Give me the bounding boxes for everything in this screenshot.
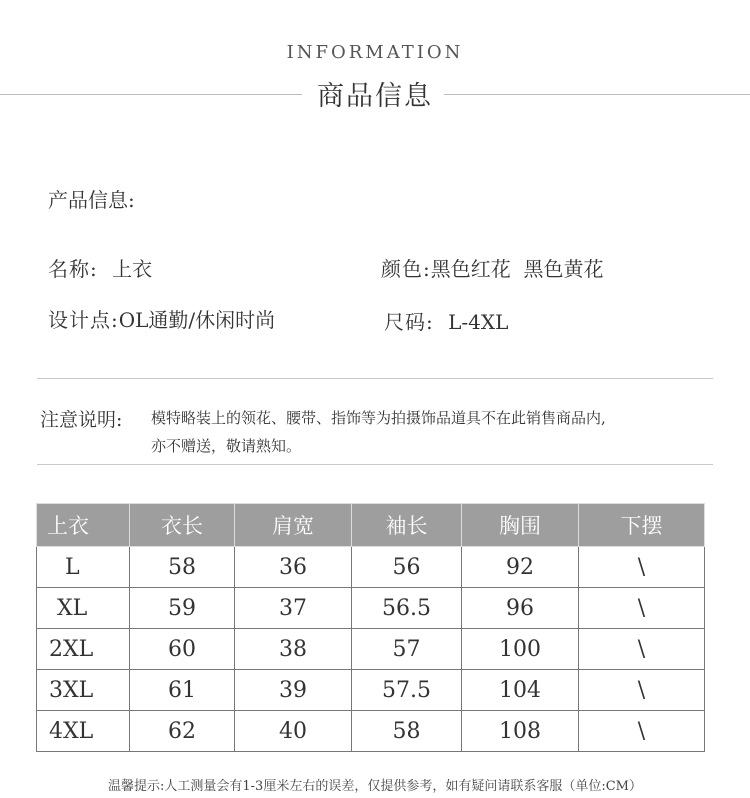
table-cell: 56.5 [352,588,462,629]
header-cell: 上衣 [37,504,130,547]
table-cell: XL [37,588,130,629]
table-cell: 56 [352,547,462,588]
table-row [37,629,705,670]
table-cell: 108 [462,711,579,752]
divider-top [37,378,713,379]
table-row [37,547,705,588]
divider-bottom [37,464,713,465]
product-info-label: 产品信息: [48,188,135,212]
name-field [48,253,152,282]
section-title-cn: 商品信息 [317,81,433,112]
table-cell: 36 [235,547,352,588]
table-cell: \ [579,588,705,629]
header-cell: 胸围 [462,504,579,547]
table-cell: 59 [130,588,235,629]
header-cell: 袖长 [352,504,462,547]
size-value: L-4XL [448,310,509,334]
table-cell: 92 [462,547,579,588]
table-cell: 58 [130,547,235,588]
table-cell: 3XL [37,670,130,711]
table-cell: 60 [130,629,235,670]
table-row [37,588,705,629]
table-cell: 57 [352,629,462,670]
design-label: 设计点: [48,308,119,332]
table-cell: 37 [235,588,352,629]
table-cell: 62 [130,711,235,752]
table-cell: 96 [462,588,579,629]
table-cell: \ [579,547,705,588]
table-cell: 2XL [37,629,130,670]
table-cell: 104 [462,670,579,711]
table-row [37,670,705,711]
name-label: 名称: [48,257,98,281]
note-line-2: 亦不赠送，敬请熟知。 [151,437,302,455]
size-label: 尺码: [384,310,434,334]
color-label: 颜色: [381,257,431,281]
table-cell: 100 [462,629,579,670]
measurement-tip: 温馨提示:人工测量会有1-3厘米左右的误差，仅提供参考，如有疑问请联系客服（单位:CM） [108,779,642,794]
table-cell: L [37,547,130,588]
color-value: 黑色红花 黑色黄花 [430,257,604,281]
size-field [384,306,508,335]
table-cell: 40 [235,711,352,752]
design-field [48,304,275,333]
table-cell: 4XL [37,711,130,752]
header-cell: 下摆 [579,504,705,547]
table-cell: \ [579,670,705,711]
size-table-header [37,504,705,547]
note-line-1: 模特略装上的领花、腰带、指饰等为拍摄饰品道具不在此销售商品内, [151,409,606,427]
header-cell: 肩宽 [235,504,352,547]
table-cell: 38 [235,629,352,670]
section-title-en: INFORMATION [286,42,464,63]
table-cell: 39 [235,670,352,711]
table-cell: 57.5 [352,670,462,711]
table-cell: \ [579,711,705,752]
table-cell: \ [579,629,705,670]
size-table [36,503,705,752]
table-cell: 58 [352,711,462,752]
design-value: OL通勤/休闲时尚 [118,308,276,332]
color-field [381,253,603,282]
table-cell: 61 [130,670,235,711]
header-cell: 衣长 [130,504,235,547]
note-label: 注意说明: [40,409,123,431]
table-row [37,711,705,752]
name-value: 上衣 [112,257,153,281]
